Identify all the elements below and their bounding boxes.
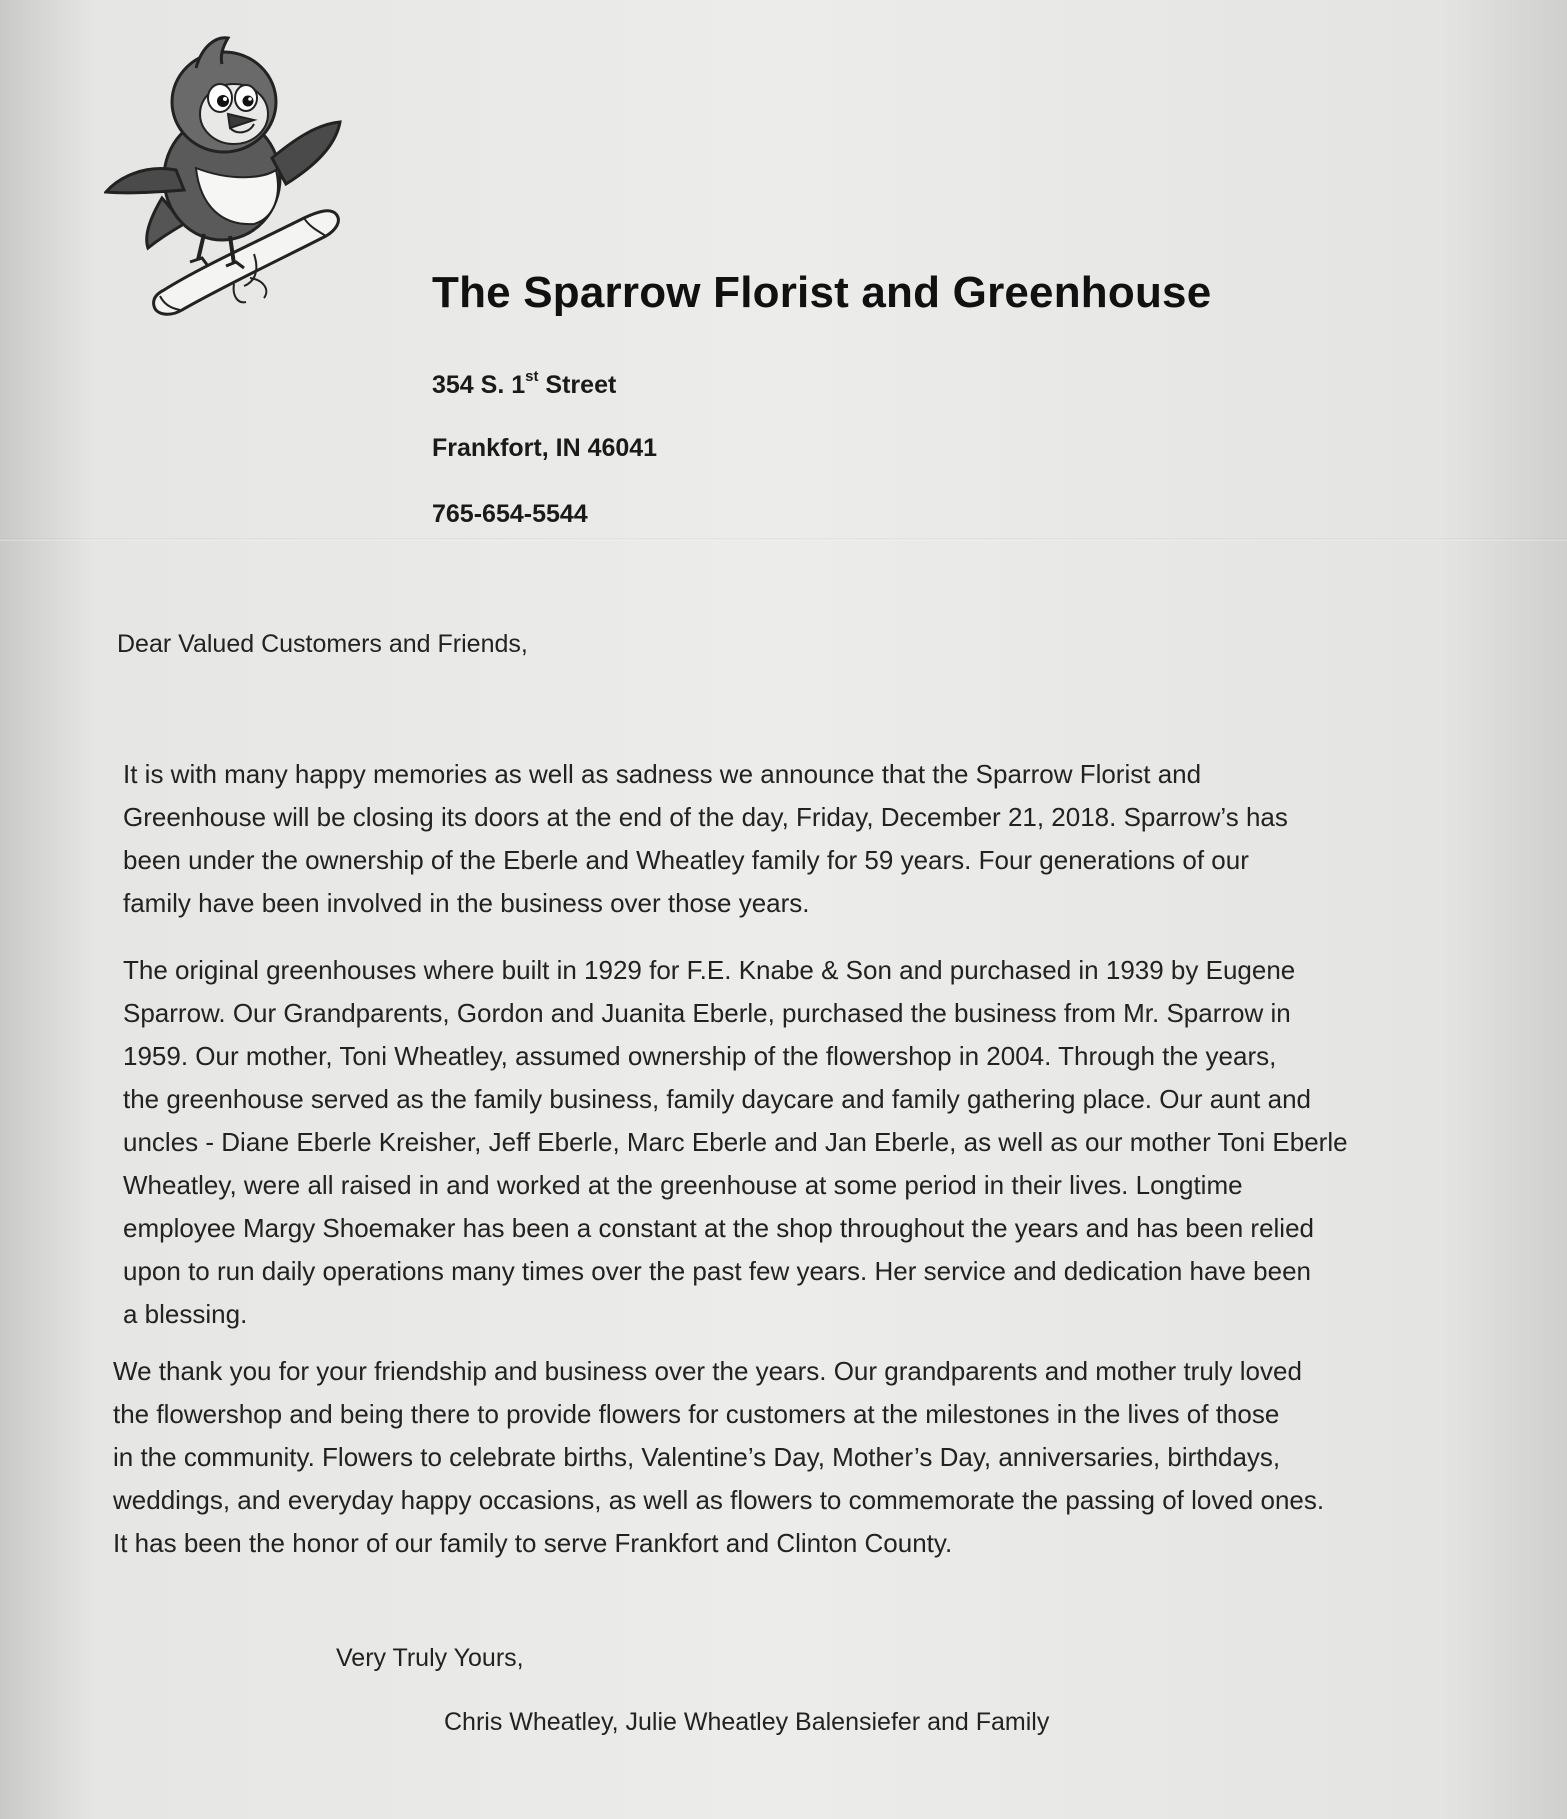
paragraph-line: employee Margy Shoemaker has been a constant at the shop throughout the years and has been relied xyxy=(123,1213,1314,1243)
phone-number: 765-654-5544 xyxy=(432,500,588,528)
paragraph-line: family have been involved in the business over those years. xyxy=(123,888,810,918)
paragraph-line: a blessing. xyxy=(123,1299,248,1329)
salutation: Dear Valued Customers and Friends, xyxy=(117,630,528,658)
paragraph-line: the greenhouse served as the family business, family daycare and family gathering place. Our aunt and xyxy=(123,1084,1312,1114)
paragraph-line: It has been the honor of our family to serve Frankfort and Clinton County. xyxy=(113,1528,953,1558)
address-street-suffix: Street xyxy=(538,371,617,399)
paragraph-line: uncles - Diane Eberle Kreisher, Jeff Eberle, Marc Eberle and Jan Eberle, as well as our mother Toni Eberle xyxy=(123,1127,1348,1157)
company-name: The Sparrow Florist and Greenhouse xyxy=(432,268,1212,317)
address-street-prefix: 354 S. 1 xyxy=(432,371,526,399)
signature-names: Chris Wheatley, Julie Wheatley Balensiefer and Family xyxy=(444,1708,1050,1736)
paragraph-line: Wheatley, were all raised in and worked at the greenhouse at some period in their lives. Longtime xyxy=(123,1170,1243,1200)
address-street xyxy=(432,368,616,400)
paragraph-line: Greenhouse will be closing its doors at the end of the day, Friday, December 21, 2018. Sparrow’s has xyxy=(123,802,1288,832)
address-city: Frankfort, IN 46041 xyxy=(432,434,658,462)
paragraph-history xyxy=(123,949,1348,1336)
sparrow-on-branch-icon xyxy=(104,28,344,318)
paragraph-line: weddings, and everyday happy occasions, as well as flowers to commemorate the passing of loved ones. xyxy=(113,1485,1325,1515)
paragraph-line: in the community. Flowers to celebrate births, Valentine’s Day, Mother’s Day, anniversaries, birthdays, xyxy=(113,1442,1281,1472)
paragraph-line: It is with many happy memories as well as sadness we announce that the Sparrow Florist and xyxy=(123,759,1202,789)
paragraph-line: been under the ownership of the Eberle and Wheatley family for 59 years. Four generations of our xyxy=(123,845,1249,875)
paragraph-line: 1959. Our mother, Toni Wheatley, assumed ownership of the flowershop in 2004. Through the years, xyxy=(123,1041,1277,1071)
address-street-ordinal: st xyxy=(525,368,539,385)
closing-line: Very Truly Yours, xyxy=(336,1644,524,1672)
paragraph-closing-announcement xyxy=(123,753,1288,925)
paragraph-line: The original greenhouses where built in 1929 for F.E. Knabe & Son and purchased in 1939 by Eugene xyxy=(123,955,1296,985)
paragraph-line: the flowershop and being there to provide flowers for customers at the milestones in the lives of those xyxy=(113,1399,1280,1429)
paragraph-line: upon to run daily operations many times over the past few years. Her service and dedication have been xyxy=(123,1256,1312,1286)
paragraph-line: Sparrow. Our Grandparents, Gordon and Juanita Eberle, purchased the business from Mr. Sparrow in xyxy=(123,998,1291,1028)
paragraph-line: We thank you for your friendship and business over the years. Our grandparents and mother truly loved xyxy=(113,1356,1302,1386)
paragraph-thank-you xyxy=(113,1350,1324,1565)
paper-fold-line xyxy=(0,538,1567,541)
